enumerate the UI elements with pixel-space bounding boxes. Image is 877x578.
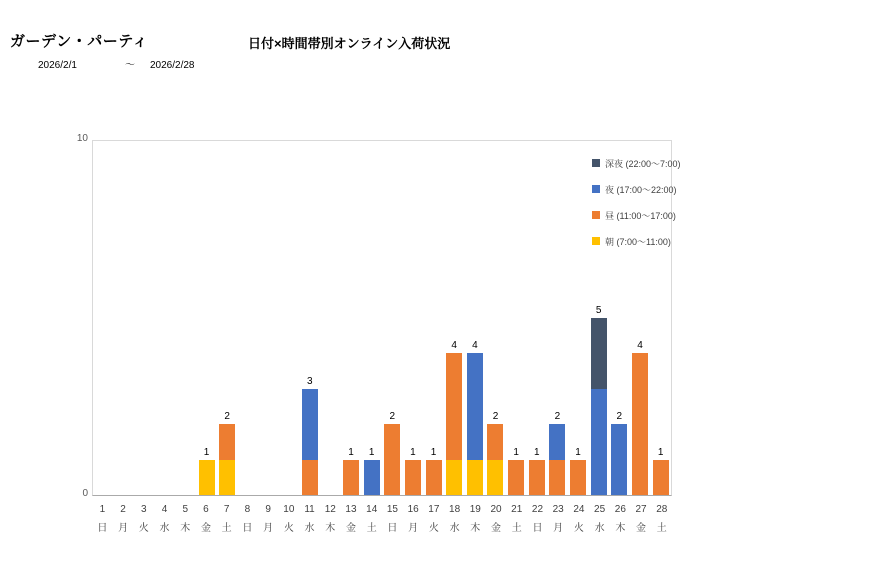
bar-value-label: 5 bbox=[595, 305, 602, 316]
bar-segment bbox=[199, 460, 215, 495]
x-axis-tick bbox=[589, 500, 610, 538]
bar-column bbox=[444, 141, 465, 495]
x-axis-tick bbox=[610, 500, 631, 538]
bar-column bbox=[320, 141, 341, 495]
bar-column bbox=[526, 141, 547, 495]
x-axis-day: 11 bbox=[304, 504, 315, 515]
bar-stack[interactable] bbox=[632, 353, 648, 495]
bar-value-label: 1 bbox=[410, 446, 416, 458]
bar-segment bbox=[302, 389, 318, 460]
bar-segment bbox=[632, 353, 648, 495]
bar-column bbox=[114, 141, 135, 495]
bar-value-label: 1 bbox=[430, 446, 437, 458]
bar-column bbox=[217, 141, 238, 495]
bar-stack[interactable] bbox=[570, 460, 586, 495]
legend-swatch-icon bbox=[592, 185, 600, 193]
bar-segment bbox=[653, 460, 669, 495]
x-axis-weekday: 木 bbox=[325, 523, 336, 534]
bar-stack[interactable] bbox=[487, 424, 503, 495]
bar-column bbox=[382, 141, 403, 495]
bar-column bbox=[134, 141, 155, 495]
x-axis-weekday: 日 bbox=[387, 523, 398, 534]
x-axis-weekday: 金 bbox=[200, 523, 211, 534]
x-axis-tick bbox=[361, 500, 382, 538]
bar-stack[interactable] bbox=[384, 424, 400, 495]
bar-column bbox=[237, 141, 258, 495]
bar-segment bbox=[508, 460, 524, 495]
x-axis-day: 6 bbox=[203, 504, 209, 515]
x-axis-weekday: 月 bbox=[118, 523, 129, 534]
bar-column bbox=[485, 141, 506, 495]
chart-legend bbox=[592, 150, 681, 254]
x-axis-weekday: 金 bbox=[491, 523, 502, 534]
bar-value-label: 1 bbox=[348, 446, 354, 458]
x-axis-weekday: 月 bbox=[408, 523, 419, 534]
bar-value-label: 1 bbox=[657, 446, 664, 458]
bar-value-label: 4 bbox=[637, 340, 643, 352]
bar-value-label: 1 bbox=[368, 446, 375, 458]
bar-stack[interactable] bbox=[302, 389, 318, 495]
x-axis-tick bbox=[237, 500, 258, 538]
date-range bbox=[38, 56, 195, 71]
bar-segment bbox=[591, 389, 607, 495]
x-axis-tick bbox=[651, 500, 672, 538]
bar-column bbox=[361, 141, 382, 495]
bar-segment bbox=[446, 460, 462, 495]
bar-column bbox=[279, 141, 300, 495]
x-axis-weekday: 日 bbox=[97, 523, 108, 534]
x-axis-weekday: 月 bbox=[553, 523, 564, 534]
bar-stack[interactable] bbox=[653, 460, 669, 495]
x-axis-weekday: 土 bbox=[656, 523, 667, 534]
bar-value-label: 2 bbox=[492, 411, 499, 423]
date-range-separator: ～ bbox=[125, 60, 135, 71]
x-axis-day: 12 bbox=[324, 504, 336, 515]
x-axis-day: 17 bbox=[428, 504, 440, 515]
x-axis-day: 27 bbox=[635, 504, 647, 515]
bar-segment bbox=[529, 460, 545, 495]
bar-stack[interactable] bbox=[529, 460, 545, 495]
x-axis-tick bbox=[113, 500, 134, 538]
x-axis-weekday: 土 bbox=[221, 523, 232, 534]
bar-series-container bbox=[93, 141, 671, 495]
bar-column bbox=[93, 141, 114, 495]
bar-segment bbox=[467, 353, 483, 459]
bar-value-label: 2 bbox=[224, 411, 230, 423]
bar-stack[interactable] bbox=[467, 353, 483, 495]
bar-column bbox=[299, 141, 320, 495]
x-axis-tick bbox=[175, 500, 196, 538]
bar-segment bbox=[487, 460, 503, 495]
x-axis-day: 28 bbox=[656, 504, 668, 515]
bar-column bbox=[258, 141, 279, 495]
legend-swatch-icon bbox=[592, 159, 600, 167]
x-axis-day: 1 bbox=[99, 504, 106, 515]
x-axis-tick bbox=[465, 500, 486, 538]
bar-column bbox=[547, 141, 568, 495]
x-axis-day: 5 bbox=[182, 504, 189, 515]
x-axis-day: 2 bbox=[120, 504, 126, 515]
x-axis-weekday: 金 bbox=[636, 523, 647, 534]
y-axis-max-label: 10 bbox=[76, 133, 88, 144]
x-axis-day: 14 bbox=[366, 504, 378, 515]
x-axis-weekday: 水 bbox=[159, 523, 170, 534]
bar-segment bbox=[549, 460, 565, 495]
x-axis-tick bbox=[403, 500, 424, 538]
y-axis-min-label: 0 bbox=[82, 488, 88, 499]
x-axis-weekday: 木 bbox=[470, 523, 481, 534]
bar-stack[interactable] bbox=[426, 460, 442, 495]
bar-segment bbox=[405, 460, 421, 495]
bar-stack[interactable] bbox=[219, 424, 235, 495]
x-axis-weekday: 火 bbox=[138, 523, 149, 534]
bar-stack[interactable] bbox=[446, 353, 462, 495]
x-axis-weekday: 日 bbox=[532, 523, 543, 534]
bar-stack[interactable] bbox=[199, 460, 215, 495]
legend-item[interactable] bbox=[592, 150, 681, 176]
x-axis-day: 15 bbox=[386, 504, 398, 515]
legend-item[interactable] bbox=[592, 176, 681, 202]
bar-column bbox=[568, 141, 589, 495]
x-axis-weekday: 火 bbox=[573, 523, 584, 534]
x-axis-day: 8 bbox=[244, 504, 251, 515]
legend-label: 朝 (7:00～11:00) bbox=[605, 236, 671, 247]
bar-stack[interactable] bbox=[591, 318, 607, 495]
x-axis-tick bbox=[341, 500, 362, 538]
bar-segment bbox=[426, 460, 442, 495]
x-axis-tick bbox=[196, 500, 217, 538]
bar-segment bbox=[467, 460, 483, 495]
bar-column bbox=[341, 141, 362, 495]
date-range-start: 2026/2/1 bbox=[38, 60, 77, 71]
legend-swatch-icon bbox=[592, 211, 600, 219]
bar-segment bbox=[549, 424, 565, 459]
bar-value-label: 2 bbox=[389, 411, 396, 423]
x-axis-tick bbox=[133, 500, 154, 538]
bar-value-label: 2 bbox=[616, 411, 623, 423]
x-axis-day: 4 bbox=[161, 504, 168, 515]
bar-column bbox=[176, 141, 197, 495]
bar-segment bbox=[343, 460, 359, 495]
legend-label: 昼 (11:00～17:00) bbox=[605, 210, 676, 221]
x-axis-day: 24 bbox=[573, 504, 585, 515]
x-axis-tick bbox=[92, 500, 113, 538]
bar-column bbox=[465, 141, 486, 495]
x-axis-day: 22 bbox=[531, 504, 544, 515]
legend-item[interactable] bbox=[592, 228, 681, 254]
bar-value-label: 1 bbox=[533, 446, 540, 458]
x-axis-tick bbox=[258, 500, 279, 538]
bar-segment bbox=[487, 424, 503, 459]
x-axis-day: 20 bbox=[490, 504, 502, 515]
x-axis-day: 9 bbox=[265, 504, 271, 515]
x-axis-day: 21 bbox=[511, 504, 523, 515]
x-axis-day: 19 bbox=[469, 504, 481, 515]
date-range-end: 2026/2/28 bbox=[150, 60, 195, 71]
x-axis-tick bbox=[527, 500, 548, 538]
bar-column bbox=[403, 141, 424, 495]
x-axis-tick bbox=[424, 500, 445, 538]
x-axis-day: 18 bbox=[449, 504, 461, 515]
x-axis-tick bbox=[320, 500, 341, 538]
bar-segment bbox=[384, 424, 400, 495]
bar-value-label: 3 bbox=[306, 375, 313, 387]
bar-value-label: 1 bbox=[575, 446, 581, 458]
bar-segment bbox=[219, 424, 235, 459]
x-axis-weekday: 木 bbox=[615, 523, 626, 534]
legend-label: 深夜 (22:00～7:00) bbox=[605, 158, 681, 169]
x-axis-tick bbox=[548, 500, 569, 538]
x-axis-weekday: 水 bbox=[449, 523, 460, 534]
x-axis-day: 26 bbox=[614, 504, 626, 515]
bar-value-label: 1 bbox=[513, 446, 519, 458]
bar-segment bbox=[219, 460, 235, 495]
x-axis-tick bbox=[299, 500, 320, 538]
bar-stack[interactable] bbox=[343, 460, 359, 495]
x-axis-day: 23 bbox=[552, 504, 564, 515]
x-axis-day: 7 bbox=[223, 504, 230, 515]
bar-value-label: 4 bbox=[472, 340, 478, 352]
legend-label: 夜 (17:00～22:00) bbox=[605, 184, 677, 195]
bar-column bbox=[155, 141, 176, 495]
bar-segment bbox=[611, 424, 627, 495]
x-axis-day: 16 bbox=[407, 504, 419, 515]
x-axis-tick bbox=[506, 500, 527, 538]
bar-value-label: 1 bbox=[203, 446, 210, 458]
x-axis-labels bbox=[92, 500, 672, 538]
x-axis-weekday: 火 bbox=[428, 523, 439, 534]
x-axis-weekday: 火 bbox=[283, 523, 294, 534]
x-axis-weekday: 金 bbox=[345, 523, 356, 534]
bar-segment bbox=[364, 460, 380, 495]
x-axis-tick bbox=[444, 500, 465, 538]
x-axis-tick bbox=[216, 500, 237, 538]
bar-stack[interactable] bbox=[611, 424, 627, 495]
x-axis-day: 25 bbox=[594, 504, 606, 515]
legend-item[interactable] bbox=[592, 202, 681, 228]
x-axis-tick bbox=[278, 500, 299, 538]
x-axis-tick bbox=[154, 500, 175, 538]
bar-value-label: 4 bbox=[451, 340, 457, 352]
x-axis-weekday: 水 bbox=[304, 523, 315, 534]
bar-value-label: 2 bbox=[554, 411, 561, 423]
bar-stack[interactable] bbox=[364, 460, 380, 495]
bar-segment bbox=[302, 460, 318, 495]
bar-stack[interactable] bbox=[405, 460, 421, 495]
bar-stack[interactable] bbox=[508, 460, 524, 495]
bar-segment bbox=[446, 353, 462, 459]
bar-column bbox=[423, 141, 444, 495]
page-title: ガーデン・パーティ bbox=[10, 33, 149, 50]
x-axis-day: 13 bbox=[345, 504, 357, 515]
x-axis-tick bbox=[382, 500, 403, 538]
x-axis-weekday: 土 bbox=[511, 523, 522, 534]
legend-swatch-icon bbox=[592, 237, 600, 245]
x-axis-tick bbox=[569, 500, 590, 538]
x-axis-day: 3 bbox=[141, 504, 147, 515]
x-axis-weekday: 土 bbox=[366, 523, 377, 534]
x-axis-weekday: 月 bbox=[263, 523, 274, 534]
x-axis-weekday: 木 bbox=[180, 523, 191, 534]
bar-column bbox=[506, 141, 527, 495]
x-axis-tick bbox=[486, 500, 507, 538]
bar-stack[interactable] bbox=[549, 424, 565, 495]
bar-segment bbox=[570, 460, 586, 495]
chart-title: 日付×時間帯別オンライン入荷状況 bbox=[248, 36, 451, 51]
x-axis-weekday: 日 bbox=[242, 523, 253, 534]
x-axis-tick bbox=[631, 500, 652, 538]
chart-plot-area bbox=[92, 140, 672, 496]
bar-column bbox=[196, 141, 217, 495]
x-axis-day: 10 bbox=[283, 504, 295, 515]
bar-segment bbox=[591, 318, 607, 389]
x-axis-weekday: 水 bbox=[594, 523, 605, 534]
